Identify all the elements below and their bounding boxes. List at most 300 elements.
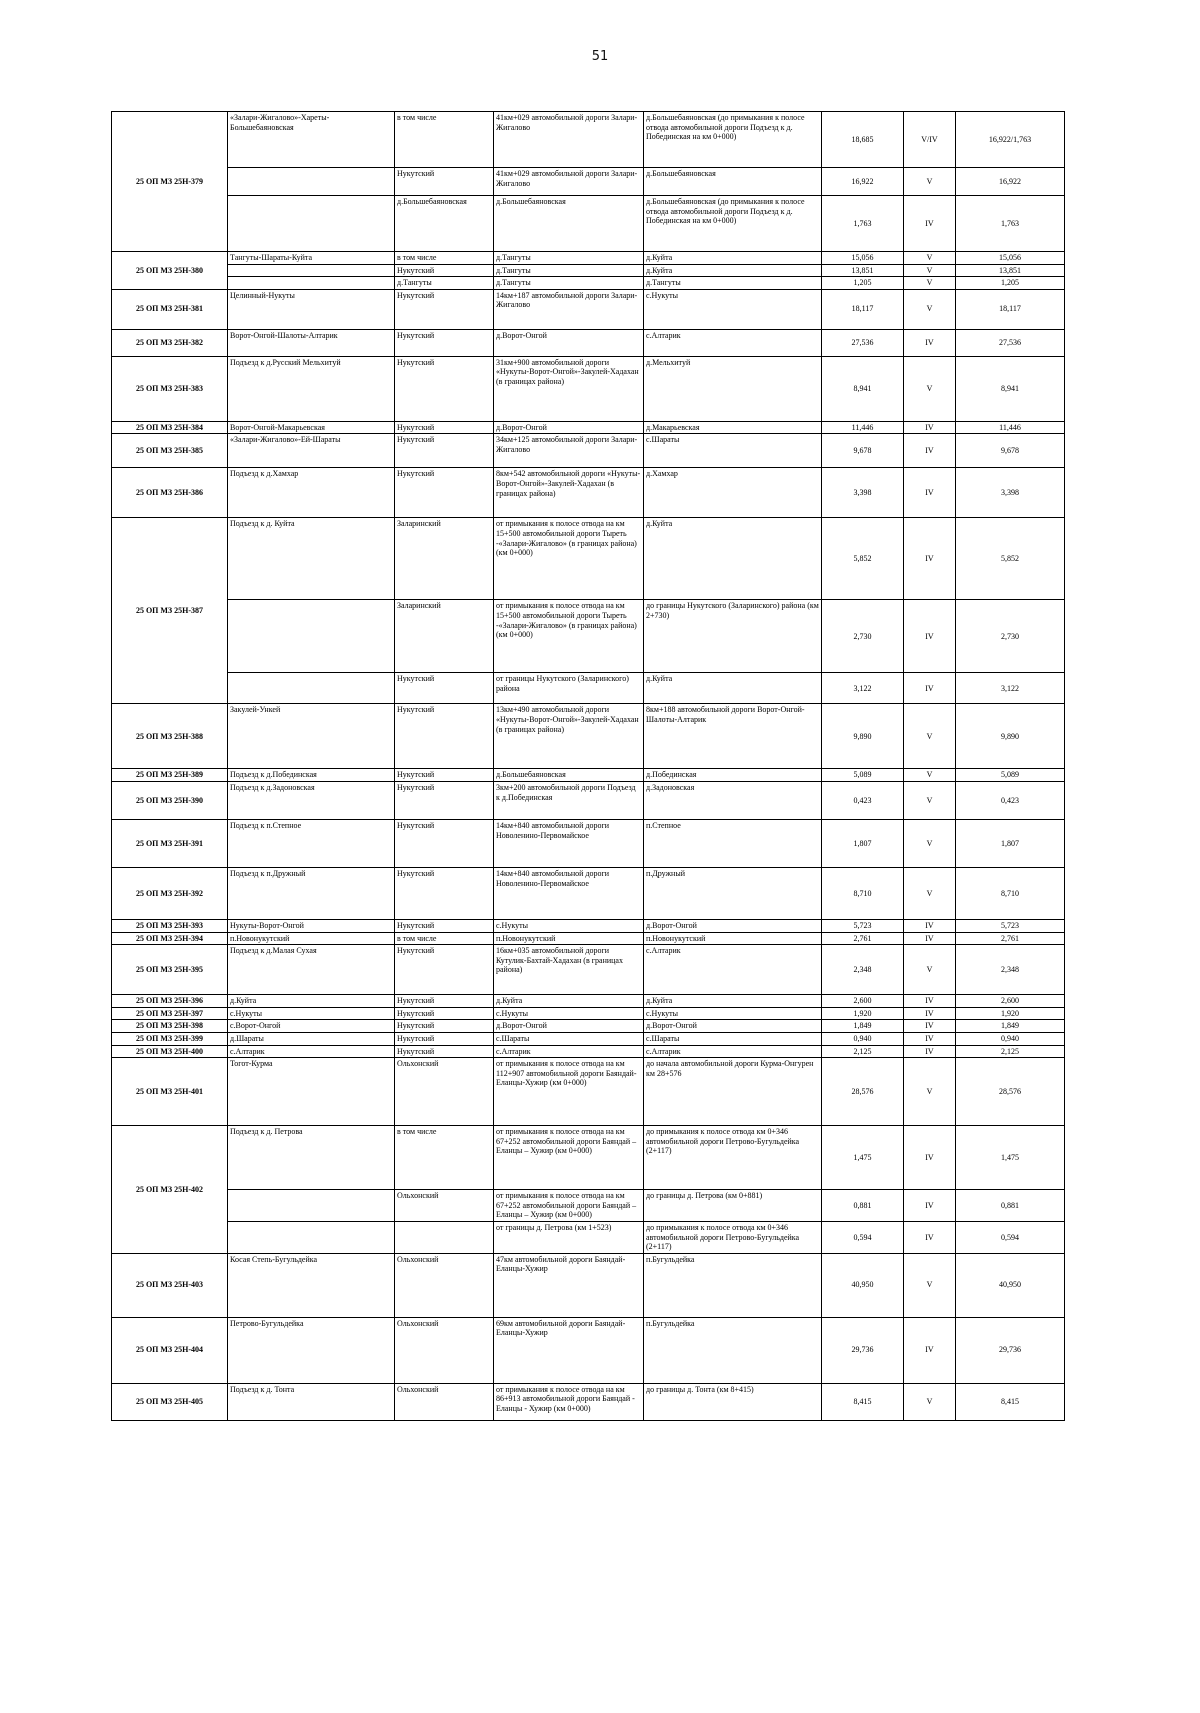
start-point-cell: от примыкания к полосе отвода на км 86+913 автомобильной дороги Баяндай - Еланцы - Хужир (км 0+000)	[494, 1383, 644, 1420]
road-id-cell: 25 ОП МЗ 25Н-398	[112, 1020, 228, 1033]
length-by-category-cell: 15,056	[956, 252, 1065, 265]
road-id-cell: 25 ОП МЗ 25Н-405	[112, 1383, 228, 1420]
road-id-cell: 25 ОП МЗ 25Н-385	[112, 434, 228, 468]
table-row	[112, 1058, 1065, 1126]
end-point-cell: д.Большебаяновская (до примыкания к полосе отвода автомобильной дороги Подъезд к д. Побединская на км 0+000)	[644, 112, 822, 168]
district-cell: Нукутский	[395, 769, 494, 782]
table-row	[112, 1190, 1065, 1222]
table-row	[112, 1032, 1065, 1045]
length-by-category-cell: 2,125	[956, 1045, 1065, 1058]
start-point-cell: д.Ворот-Онгой	[494, 421, 644, 434]
length-cell: 15,056	[822, 252, 904, 265]
road-name-cell: Подъезд к д. Куйта	[228, 518, 395, 600]
road-id-cell: 25 ОП МЗ 25Н-391	[112, 819, 228, 867]
length-cell: 1,763	[822, 196, 904, 252]
length-by-category-cell: 18,117	[956, 289, 1065, 329]
length-by-category-cell: 11,446	[956, 421, 1065, 434]
table-row	[112, 1253, 1065, 1317]
district-cell: Нукутский	[395, 867, 494, 919]
table-row	[112, 289, 1065, 329]
table-row	[112, 932, 1065, 945]
end-point-cell: д.Куйта	[644, 673, 822, 704]
road-name-cell	[228, 1190, 395, 1222]
table-row	[112, 468, 1065, 518]
road-name-cell: Косая Степь-Бугульдейка	[228, 1253, 395, 1317]
district-cell: в том числе	[395, 1126, 494, 1190]
length-by-category-cell: 8,710	[956, 867, 1065, 919]
length-by-category-cell: 5,723	[956, 919, 1065, 932]
end-point-cell: п.Бугульдейка	[644, 1317, 822, 1383]
road-name-cell: Подъезд к п.Дружный	[228, 867, 395, 919]
category-cell: V	[904, 277, 956, 290]
road-name-cell: Закулей-Ункей	[228, 704, 395, 769]
table-row	[112, 434, 1065, 468]
road-id-cell: 25 ОП МЗ 25Н-393	[112, 919, 228, 932]
district-cell: Заларинский	[395, 518, 494, 600]
length-cell: 2,125	[822, 1045, 904, 1058]
start-point-cell: с.Нукуты	[494, 919, 644, 932]
road-name-cell: «Залари-Жигалово»-Хареты-Большебаяновская	[228, 112, 395, 168]
start-point-cell: с.Шараты	[494, 1032, 644, 1045]
road-name-cell: Нукуты-Ворот-Онгой	[228, 919, 395, 932]
length-by-category-cell: 29,736	[956, 1317, 1065, 1383]
start-point-cell: от границы д. Петрова (км 1+523)	[494, 1221, 644, 1253]
length-by-category-cell: 1,920	[956, 1007, 1065, 1020]
length-cell: 18,685	[822, 112, 904, 168]
end-point-cell: д.Мельхитуй	[644, 356, 822, 421]
district-cell: Нукутский	[395, 945, 494, 995]
road-name-cell: с.Нукуты	[228, 1007, 395, 1020]
start-point-cell: д.Тангуты	[494, 277, 644, 290]
end-point-cell: д.Тангуты	[644, 277, 822, 290]
start-point-cell: п.Новонукутский	[494, 932, 644, 945]
end-point-cell: п.Бугульдейка	[644, 1253, 822, 1317]
road-id-cell: 25 ОП МЗ 25Н-399	[112, 1032, 228, 1045]
road-id-cell: 25 ОП МЗ 25Н-403	[112, 1253, 228, 1317]
district-cell: Нукутский	[395, 264, 494, 277]
end-point-cell: д.Ворот-Онгой	[644, 1020, 822, 1033]
start-point-cell: 41км+029 автомобильной дороги Залари-Жигалово	[494, 168, 644, 196]
length-cell: 0,423	[822, 781, 904, 819]
length-cell: 9,678	[822, 434, 904, 468]
end-point-cell: п.Степное	[644, 819, 822, 867]
length-by-category-cell: 2,348	[956, 945, 1065, 995]
length-by-category-cell: 2,730	[956, 600, 1065, 673]
road-id-cell: 25 ОП МЗ 25Н-395	[112, 945, 228, 995]
table-row	[112, 329, 1065, 356]
table-row	[112, 1020, 1065, 1033]
district-cell: Ольхонский	[395, 1383, 494, 1420]
category-cell: IV	[904, 1007, 956, 1020]
end-point-cell: до примыкания к полосе отвода км 0+346 автомобильной дороги Петрово-Бугульдейка (2+117)	[644, 1221, 822, 1253]
length-by-category-cell: 5,089	[956, 769, 1065, 782]
road-id-cell: 25 ОП МЗ 25Н-380	[112, 252, 228, 290]
length-by-category-cell: 3,122	[956, 673, 1065, 704]
start-point-cell: от примыкания к полосе отвода на км 67+252 автомобильной дороги Баяндай – Еланцы – Хужир (км 0+000)	[494, 1190, 644, 1222]
table-row	[112, 1317, 1065, 1383]
length-cell: 1,920	[822, 1007, 904, 1020]
length-cell: 2,730	[822, 600, 904, 673]
length-by-category-cell: 1,475	[956, 1126, 1065, 1190]
road-id-cell: 25 ОП МЗ 25Н-394	[112, 932, 228, 945]
category-cell: IV	[904, 932, 956, 945]
end-point-cell: до границы Нукутского (Заларинского) района (км 2+730)	[644, 600, 822, 673]
table-row	[112, 421, 1065, 434]
category-cell: V	[904, 769, 956, 782]
start-point-cell: 14км+840 автомобильной дороги Новоленино-Первомайское	[494, 867, 644, 919]
category-cell: V	[904, 1253, 956, 1317]
end-point-cell: до начала автомобильной дороги Курма-Онгурен км 28+576	[644, 1058, 822, 1126]
length-by-category-cell: 0,881	[956, 1190, 1065, 1222]
category-cell: V	[904, 356, 956, 421]
end-point-cell: д.Куйта	[644, 252, 822, 265]
category-cell: IV	[904, 196, 956, 252]
length-by-category-cell: 27,536	[956, 329, 1065, 356]
start-point-cell: 3км+200 автомобильной дороги Подъезд к д.Побединская	[494, 781, 644, 819]
road-id-cell: 25 ОП МЗ 25Н-402	[112, 1126, 228, 1254]
road-name-cell: д.Куйта	[228, 995, 395, 1008]
table-row	[112, 277, 1065, 290]
end-point-cell: д.Куйта	[644, 518, 822, 600]
road-name-cell: Подъезд к д.Малая Сухая	[228, 945, 395, 995]
roads-table	[111, 111, 1065, 1421]
length-by-category-cell: 16,922	[956, 168, 1065, 196]
table-row	[112, 704, 1065, 769]
start-point-cell: 14км+187 автомобильной дороги Залари-Жигалово	[494, 289, 644, 329]
road-id-cell: 25 ОП МЗ 25Н-384	[112, 421, 228, 434]
length-by-category-cell: 2,600	[956, 995, 1065, 1008]
district-cell: Заларинский	[395, 600, 494, 673]
category-cell: IV	[904, 600, 956, 673]
district-cell: Нукутский	[395, 421, 494, 434]
category-cell: V	[904, 1383, 956, 1420]
category-cell: IV	[904, 919, 956, 932]
road-id-cell: 25 ОП МЗ 25Н-404	[112, 1317, 228, 1383]
table-row	[112, 1126, 1065, 1190]
road-id-cell: 25 ОП МЗ 25Н-396	[112, 995, 228, 1008]
length-by-category-cell: 1,807	[956, 819, 1065, 867]
table-row	[112, 867, 1065, 919]
road-name-cell: Петрово-Бугульдейка	[228, 1317, 395, 1383]
road-name-cell: Подъезд к д. Тонта	[228, 1383, 395, 1420]
road-name-cell	[228, 168, 395, 196]
start-point-cell: 69км автомобильной дороги Баяндай-Еланцы-Хужир	[494, 1317, 644, 1383]
road-name-cell	[228, 673, 395, 704]
table-row	[112, 1221, 1065, 1253]
end-point-cell: д.Куйта	[644, 264, 822, 277]
road-name-cell	[228, 600, 395, 673]
table-row	[112, 196, 1065, 252]
length-cell: 0,594	[822, 1221, 904, 1253]
end-point-cell: до границы д. Тонта (км 8+415)	[644, 1383, 822, 1420]
category-cell: IV	[904, 1032, 956, 1045]
category-cell: V	[904, 867, 956, 919]
start-point-cell: 31км+900 автомобильной дороги «Нукуты-Ворот-Онгой»-Закулей-Хадахан (в границах района)	[494, 356, 644, 421]
end-point-cell: с.Алтарик	[644, 329, 822, 356]
district-cell: Нукутский	[395, 781, 494, 819]
road-name-cell: «Залари-Жигалово»-Ей-Шараты	[228, 434, 395, 468]
category-cell: V	[904, 264, 956, 277]
start-point-cell: 47км автомобильной дороги Баяндай-Еланцы-Хужир	[494, 1253, 644, 1317]
length-cell: 8,941	[822, 356, 904, 421]
road-name-cell: Тангуты-Шараты-Куйта	[228, 252, 395, 265]
length-cell: 40,950	[822, 1253, 904, 1317]
end-point-cell: д.Большебаяновская	[644, 168, 822, 196]
district-cell: Ольхонский	[395, 1253, 494, 1317]
district-cell: Нукутский	[395, 1007, 494, 1020]
road-name-cell: п.Новонукутский	[228, 932, 395, 945]
end-point-cell: д.Макарьевская	[644, 421, 822, 434]
start-point-cell: с.Алтарик	[494, 1045, 644, 1058]
road-name-cell	[228, 1221, 395, 1253]
road-name-cell: с.Ворот-Онгой	[228, 1020, 395, 1033]
category-cell: V	[904, 252, 956, 265]
length-cell: 8,710	[822, 867, 904, 919]
category-cell: V	[904, 819, 956, 867]
start-point-cell: 14км+840 автомобильной дороги Новоленино-Первомайское	[494, 819, 644, 867]
length-by-category-cell: 13,851	[956, 264, 1065, 277]
road-name-cell: Ворот-Онгой-Макарьевская	[228, 421, 395, 434]
length-cell: 0,881	[822, 1190, 904, 1222]
road-id-cell: 25 ОП МЗ 25Н-390	[112, 781, 228, 819]
start-point-cell: д.Тангуты	[494, 252, 644, 265]
road-name-cell: Подъезд к д.Русский Мельхитуй	[228, 356, 395, 421]
category-cell: IV	[904, 1045, 956, 1058]
length-cell: 1,807	[822, 819, 904, 867]
road-id-cell: 25 ОП МЗ 25Н-382	[112, 329, 228, 356]
district-cell: Ольхонский	[395, 1317, 494, 1383]
district-cell: Нукутский	[395, 329, 494, 356]
end-point-cell: д.Куйта	[644, 995, 822, 1008]
road-name-cell: Подъезд к д.Хамхар	[228, 468, 395, 518]
end-point-cell: с.Нукуты	[644, 1007, 822, 1020]
road-name-cell	[228, 264, 395, 277]
length-by-category-cell: 8,415	[956, 1383, 1065, 1420]
table-row	[112, 945, 1065, 995]
road-id-cell: 25 ОП МЗ 25Н-386	[112, 468, 228, 518]
start-point-cell: от примыкания к полосе отвода на км 15+500 автомобильной дороги Тыреть -«Залари-Жигалово» (в границах района) (км 0+000)	[494, 518, 644, 600]
end-point-cell: с.Алтарик	[644, 1045, 822, 1058]
road-id-cell: 25 ОП МЗ 25Н-388	[112, 704, 228, 769]
district-cell: Нукутский	[395, 1045, 494, 1058]
table-row	[112, 1007, 1065, 1020]
length-cell: 8,415	[822, 1383, 904, 1420]
road-id-cell: 25 ОП МЗ 25Н-381	[112, 289, 228, 329]
length-by-category-cell: 9,890	[956, 704, 1065, 769]
length-by-category-cell: 2,761	[956, 932, 1065, 945]
length-cell: 18,117	[822, 289, 904, 329]
district-cell: д.Большебаяновская	[395, 196, 494, 252]
length-by-category-cell: 8,941	[956, 356, 1065, 421]
length-cell: 5,852	[822, 518, 904, 600]
start-point-cell: 8км+542 автомобильной дороги «Нукуты-Ворот-Онгой»-Закулей-Хадахан (в границах района)	[494, 468, 644, 518]
road-id-cell: 25 ОП МЗ 25Н-401	[112, 1058, 228, 1126]
table-row	[112, 264, 1065, 277]
road-id-cell: 25 ОП МЗ 25Н-379	[112, 112, 228, 252]
start-point-cell: от примыкания к полосе отвода на км 15+500 автомобильной дороги Тыреть -«Залари-Жигалово» (в границах района) (км 0+000)	[494, 600, 644, 673]
table-row	[112, 673, 1065, 704]
road-name-cell: Целинный-Нукуты	[228, 289, 395, 329]
district-cell: Нукутский	[395, 673, 494, 704]
length-cell: 2,761	[822, 932, 904, 945]
district-cell: Нукутский	[395, 919, 494, 932]
end-point-cell: д.Большебаяновская (до примыкания к полосе отвода автомобильной дороги Подъезд к д. Побединская на км 0+000)	[644, 196, 822, 252]
category-cell: IV	[904, 1020, 956, 1033]
length-cell: 2,600	[822, 995, 904, 1008]
end-point-cell: д.Ворот-Онгой	[644, 919, 822, 932]
category-cell: IV	[904, 434, 956, 468]
end-point-cell: д.Побединская	[644, 769, 822, 782]
length-by-category-cell: 28,576	[956, 1058, 1065, 1126]
category-cell: IV	[904, 468, 956, 518]
road-name-cell: с.Алтарик	[228, 1045, 395, 1058]
page-number: 51	[591, 49, 609, 64]
road-name-cell	[228, 196, 395, 252]
length-cell: 28,576	[822, 1058, 904, 1126]
length-by-category-cell: 40,950	[956, 1253, 1065, 1317]
road-id-cell: 25 ОП МЗ 25Н-383	[112, 356, 228, 421]
road-id-cell: 25 ОП МЗ 25Н-387	[112, 518, 228, 704]
table-row	[112, 356, 1065, 421]
start-point-cell: 16км+035 автомобильной дороги Кутулик-Бахтай-Хадахан (в границах района)	[494, 945, 644, 995]
category-cell: V	[904, 945, 956, 995]
end-point-cell: п.Новонукутский	[644, 932, 822, 945]
category-cell: V	[904, 168, 956, 196]
length-by-category-cell: 5,852	[956, 518, 1065, 600]
table-row	[112, 1045, 1065, 1058]
table-row	[112, 168, 1065, 196]
road-name-cell: Подъезд к д.Побединская	[228, 769, 395, 782]
table-row	[112, 781, 1065, 819]
roads-table-body	[112, 112, 1065, 1421]
category-cell: V/IV	[904, 112, 956, 168]
table-row	[112, 112, 1065, 168]
category-cell: V	[904, 704, 956, 769]
length-cell: 16,922	[822, 168, 904, 196]
start-point-cell: 13км+490 автомобильной дороги «Нукуты-Ворот-Онгой»-Закулей-Хадахан (в границах района)	[494, 704, 644, 769]
start-point-cell: д.Тангуты	[494, 264, 644, 277]
district-cell: Нукутский	[395, 704, 494, 769]
category-cell: IV	[904, 673, 956, 704]
length-cell: 29,736	[822, 1317, 904, 1383]
category-cell: IV	[904, 421, 956, 434]
district-cell: Нукутский	[395, 168, 494, 196]
length-cell: 13,851	[822, 264, 904, 277]
end-point-cell: до примыкания к полосе отвода км 0+346 автомобильной дороги Петрово-Бугульдейка (2+117)	[644, 1126, 822, 1190]
end-point-cell: с.Нукуты	[644, 289, 822, 329]
district-cell: в том числе	[395, 932, 494, 945]
table-row	[112, 819, 1065, 867]
road-name-cell: Ворот-Онгой-Шалоты-Алтарик	[228, 329, 395, 356]
category-cell: IV	[904, 329, 956, 356]
end-point-cell: с.Шараты	[644, 1032, 822, 1045]
start-point-cell: 41км+029 автомобильной дороги Залари-Жигалово	[494, 112, 644, 168]
start-point-cell: от примыкания к полосе отвода на км 112+907 автомобильной дороги Баяндай-Еланцы-Хужир (км 0+000)	[494, 1058, 644, 1126]
district-cell	[395, 1221, 494, 1253]
end-point-cell: п.Дружный	[644, 867, 822, 919]
district-cell: Нукутский	[395, 995, 494, 1008]
road-id-cell: 25 ОП МЗ 25Н-389	[112, 769, 228, 782]
length-cell: 5,723	[822, 919, 904, 932]
table-row	[112, 995, 1065, 1008]
end-point-cell: с.Алтарик	[644, 945, 822, 995]
district-cell: Нукутский	[395, 819, 494, 867]
length-cell: 3,398	[822, 468, 904, 518]
length-cell: 5,089	[822, 769, 904, 782]
table-row	[112, 600, 1065, 673]
start-point-cell: д.Ворот-Онгой	[494, 1020, 644, 1033]
length-cell: 2,348	[822, 945, 904, 995]
table-row	[112, 518, 1065, 600]
length-cell: 11,446	[822, 421, 904, 434]
category-cell: V	[904, 1058, 956, 1126]
district-cell: д.Тангуты	[395, 277, 494, 290]
start-point-cell: д.Большебаяновская	[494, 769, 644, 782]
category-cell: IV	[904, 1317, 956, 1383]
end-point-cell: д.Хамхар	[644, 468, 822, 518]
road-id-cell: 25 ОП МЗ 25Н-400	[112, 1045, 228, 1058]
length-by-category-cell: 0,423	[956, 781, 1065, 819]
road-name-cell: Подъезд к д. Петрова	[228, 1126, 395, 1190]
end-point-cell: 8км+188 автомобильной дороги Ворот-Онгой-Шалоты-Алтарик	[644, 704, 822, 769]
road-name-cell: д.Шараты	[228, 1032, 395, 1045]
end-point-cell: д.Задоновская	[644, 781, 822, 819]
start-point-cell: от границы Нукутского (Заларинского) района	[494, 673, 644, 704]
length-cell: 1,205	[822, 277, 904, 290]
start-point-cell: от примыкания к полосе отвода на км 67+252 автомобильной дороги Баяндай – Еланцы – Хужир (км 0+000)	[494, 1126, 644, 1190]
category-cell: IV	[904, 1190, 956, 1222]
category-cell: IV	[904, 1221, 956, 1253]
length-cell: 1,475	[822, 1126, 904, 1190]
length-by-category-cell: 1,849	[956, 1020, 1065, 1033]
start-point-cell: д.Ворот-Онгой	[494, 329, 644, 356]
length-by-category-cell: 0,940	[956, 1032, 1065, 1045]
road-name-cell	[228, 277, 395, 290]
length-cell: 3,122	[822, 673, 904, 704]
road-id-cell: 25 ОП МЗ 25Н-392	[112, 867, 228, 919]
category-cell: V	[904, 289, 956, 329]
road-id-cell: 25 ОП МЗ 25Н-397	[112, 1007, 228, 1020]
end-point-cell: с.Шараты	[644, 434, 822, 468]
start-point-cell: д.Большебаяновская	[494, 196, 644, 252]
start-point-cell: д.Куйта	[494, 995, 644, 1008]
length-by-category-cell: 3,398	[956, 468, 1065, 518]
district-cell: Нукутский	[395, 468, 494, 518]
length-by-category-cell: 1,763	[956, 196, 1065, 252]
category-cell: IV	[904, 518, 956, 600]
district-cell: Ольхонский	[395, 1058, 494, 1126]
road-name-cell: Подъезд к п.Степное	[228, 819, 395, 867]
district-cell: Ольхонский	[395, 1190, 494, 1222]
length-cell: 9,890	[822, 704, 904, 769]
district-cell: Нукутский	[395, 1020, 494, 1033]
start-point-cell: с.Нукуты	[494, 1007, 644, 1020]
district-cell: в том числе	[395, 252, 494, 265]
district-cell: Нукутский	[395, 289, 494, 329]
category-cell: IV	[904, 1126, 956, 1190]
table-row	[112, 252, 1065, 265]
road-name-cell: Тогот-Курма	[228, 1058, 395, 1126]
table-row	[112, 919, 1065, 932]
length-by-category-cell: 16,922/1,763	[956, 112, 1065, 168]
length-cell: 1,849	[822, 1020, 904, 1033]
length-cell: 27,536	[822, 329, 904, 356]
length-cell: 0,940	[822, 1032, 904, 1045]
length-by-category-cell: 0,594	[956, 1221, 1065, 1253]
table-row	[112, 1383, 1065, 1420]
district-cell: Нукутский	[395, 434, 494, 468]
category-cell: V	[904, 781, 956, 819]
